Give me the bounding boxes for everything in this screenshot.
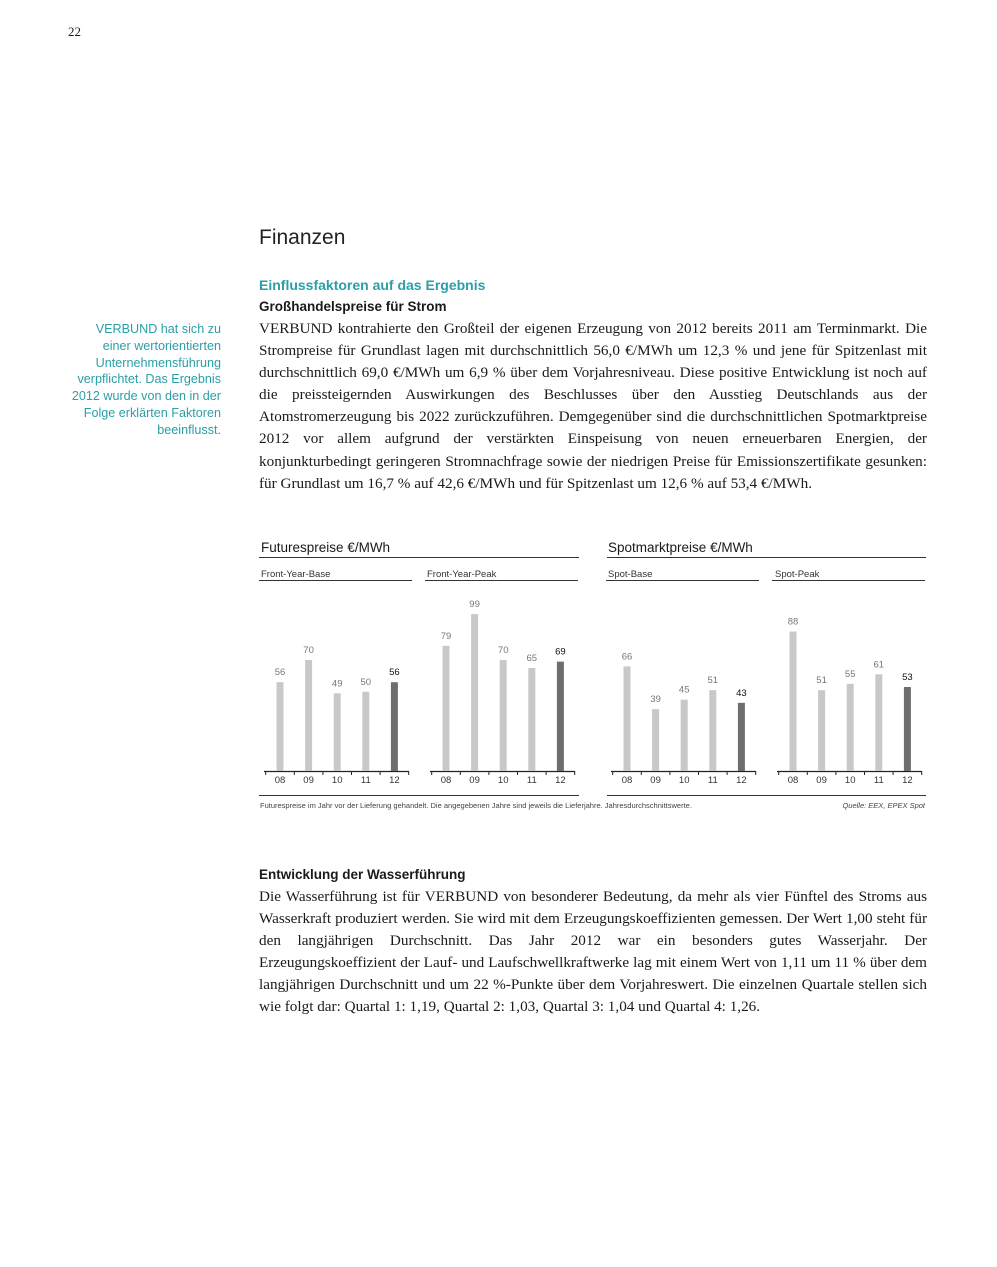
data-label-front-year-peak-11: 65: [526, 652, 538, 664]
data-label-spot-peak-10: 55: [844, 668, 856, 680]
subhead-factors: Einflussfaktoren auf das Ergebnis: [259, 277, 486, 293]
bar-spot-base-08: [624, 666, 631, 771]
futures-unit: €/MWh: [347, 540, 391, 555]
bar-spot-peak-08: [790, 632, 797, 771]
paragraph-water-text-before: Die Wasserführung ist für: [259, 888, 425, 905]
bar-spot-peak-10: [847, 684, 854, 771]
bar-front-year-peak-11: [528, 668, 535, 771]
bar-spot-peak-09: [818, 690, 825, 771]
data-label-spot-peak-09: 51: [816, 675, 827, 687]
data-label-spot-base-11: 51: [707, 675, 719, 687]
panel-label-spot-peak: Spot-Peak: [775, 569, 820, 580]
spot-title-text: Spotmarktpreise: [608, 540, 707, 555]
data-label-spot-peak-11: 61: [873, 659, 885, 671]
x-tick-label-spot-base-11: 11: [707, 775, 718, 786]
data-label-front-year-base-11: 50: [360, 676, 372, 688]
bar-front-year-peak-10: [500, 660, 507, 771]
bar-front-year-peak-09: [471, 614, 478, 771]
section-title: Finanzen: [259, 226, 346, 249]
bar-spot-base-09: [652, 709, 659, 771]
paragraph-water-text-after: von besonderer Bedeutung, da mehr als vier Fünftel des Stroms aus Wasserkraft produziert werden. Sie wird mit dem Erzeugungskoeffizienten gemessen. Der Wert 1,00 steht für den langjährigen Durchschnitt. Das Jahr 2012 war ein besonders gutes Wasserjahr. Der Erzeugungskoeffizient der Lauf- und Laufschwellkraftwerke lag mit einem Wert von 1,11 um 11 % über dem langjährigen Durchschnitt und um 22 %-Punkte über dem Vorjahreswert. Die einzelnen Quartale stellen sich wie folgt dar: Quartal 1: 1,19, Quartal 2: 1,03, Quartal 3: 1,04 und Quartal 4: 1,26.: [259, 888, 927, 1016]
panel-label-spot-base: Spot-Base: [608, 569, 653, 580]
x-tick-label-front-year-peak-11: 11: [526, 775, 537, 786]
x-tick-label-front-year-base-08: 08: [274, 775, 286, 786]
bar-front-year-peak-12: [557, 662, 564, 771]
data-label-spot-base-08: 66: [621, 651, 633, 663]
bar-front-year-peak-08: [443, 646, 450, 771]
bar-front-year-base-08: [277, 682, 284, 771]
bar-spot-base-10: [681, 700, 688, 771]
x-tick-label-spot-peak-11: 11: [873, 775, 884, 786]
panel-label-front-year-base: Front-Year-Base: [261, 569, 331, 580]
x-tick-label-front-year-peak-09: 09: [469, 775, 480, 786]
data-label-front-year-peak-12: 69: [555, 646, 566, 658]
x-tick-label-spot-peak-12: 12: [902, 775, 913, 786]
data-label-front-year-peak-08: 79: [440, 630, 452, 642]
subhead-prices: Großhandelspreise für Strom: [259, 299, 447, 314]
x-tick-label-front-year-base-11: 11: [360, 775, 371, 786]
paragraph-water: [259, 886, 927, 1019]
bar-spot-peak-12: [904, 687, 911, 771]
x-tick-label-spot-peak-10: 10: [844, 775, 856, 786]
x-tick-label-front-year-peak-12: 12: [555, 775, 566, 786]
bar-front-year-base-12: [391, 682, 398, 771]
data-label-spot-base-10: 45: [678, 684, 690, 696]
data-label-front-year-base-10: 49: [331, 678, 343, 690]
futures-title-text: Futurespreise: [261, 540, 344, 555]
data-label-front-year-base-09: 70: [303, 645, 314, 657]
x-tick-label-front-year-base-09: 09: [303, 775, 314, 786]
data-label-spot-base-09: 39: [650, 694, 661, 706]
bar-spot-base-11: [709, 690, 716, 771]
x-tick-label-front-year-base-10: 10: [331, 775, 343, 786]
data-label-spot-peak-08: 88: [787, 616, 799, 628]
x-tick-label-spot-peak-08: 08: [787, 775, 799, 786]
data-label-spot-base-12: 43: [736, 687, 747, 699]
chart-source: Quelle: EEX, EPEX Spot: [842, 801, 925, 810]
bar-spot-peak-11: [875, 674, 882, 771]
bar-front-year-base-10: [334, 693, 341, 771]
x-tick-label-spot-peak-09: 09: [816, 775, 827, 786]
x-tick-label-spot-base-12: 12: [736, 775, 747, 786]
x-tick-label-front-year-base-12: 12: [389, 775, 400, 786]
data-label-spot-peak-12: 53: [902, 671, 913, 683]
subhead-water: Entwicklung der Wasserführung: [259, 867, 466, 882]
x-tick-label-spot-base-09: 09: [650, 775, 661, 786]
paragraph-prices-text: kontrahierte den Großteil der eigenen Erzeugung von 2012 bereits 2011 am Terminmarkt. Die Strompreise für Grundlast lagen mit durchschnittlich 56,0 €/MWh um 12,3 % und jene für Spitzenlast mit durchschnittlich 69,0 €/MWh um 6,9 % über dem Vorjahresniveau. Diese positive Entwicklung ist noch auf die preissteigernden Auswirkungen des Beschlusses über den Ausstieg Deutschlands aus der Atomstromerzeugung bis 2022 zurückzuführen. Demgegenüber sind die durchschnittlichen Spotmarktpreise 2012 vor allem aufgrund der verstärkten Einspeisung von neuen erneuerbaren Energien, der konjunkturbedingt geringeren Stromnachfrage sowie der niedrigen Preise für Emissionszertifikate gesunken: für Grundlast um 16,7 % auf 42,6 €/MWh und für Spitzenlast um 12,6 % auf 53,4 €/MWh.: [259, 320, 927, 492]
brand-name: VERBUND: [424, 888, 499, 905]
data-label-front-year-peak-09: 99: [469, 599, 480, 611]
data-label-front-year-base-12: 56: [389, 667, 400, 679]
margin-note: VERBUND hat sich zu einer wertorientierten Unternehmensführung verpflichtet. Das Ergebnis 2012 wurde von den in der Folge erklärten Faktoren beeinflusst.: [71, 322, 221, 437]
bar-front-year-base-11: [362, 692, 369, 771]
bar-front-year-base-09: [305, 660, 312, 771]
x-tick-label-spot-base-08: 08: [621, 775, 633, 786]
page-number: 22: [68, 24, 81, 39]
data-label-front-year-peak-10: 70: [497, 645, 509, 657]
chart-footnote: Futurespreise im Jahr vor der Lieferung gehandelt. Die angegebenen Jahre sind jeweils die Lieferjahre. Jahresdurchschnittswerte.: [260, 801, 692, 810]
panel-label-front-year-peak: Front-Year-Peak: [427, 569, 497, 580]
bar-spot-base-12: [738, 703, 745, 771]
x-tick-label-front-year-peak-10: 10: [497, 775, 509, 786]
data-label-front-year-base-08: 56: [274, 667, 286, 679]
brand-name: VERBUND: [259, 320, 333, 337]
spot-unit: €/MWh: [710, 540, 753, 555]
x-tick-label-spot-base-10: 10: [678, 775, 690, 786]
x-tick-label-front-year-peak-08: 08: [440, 775, 452, 786]
